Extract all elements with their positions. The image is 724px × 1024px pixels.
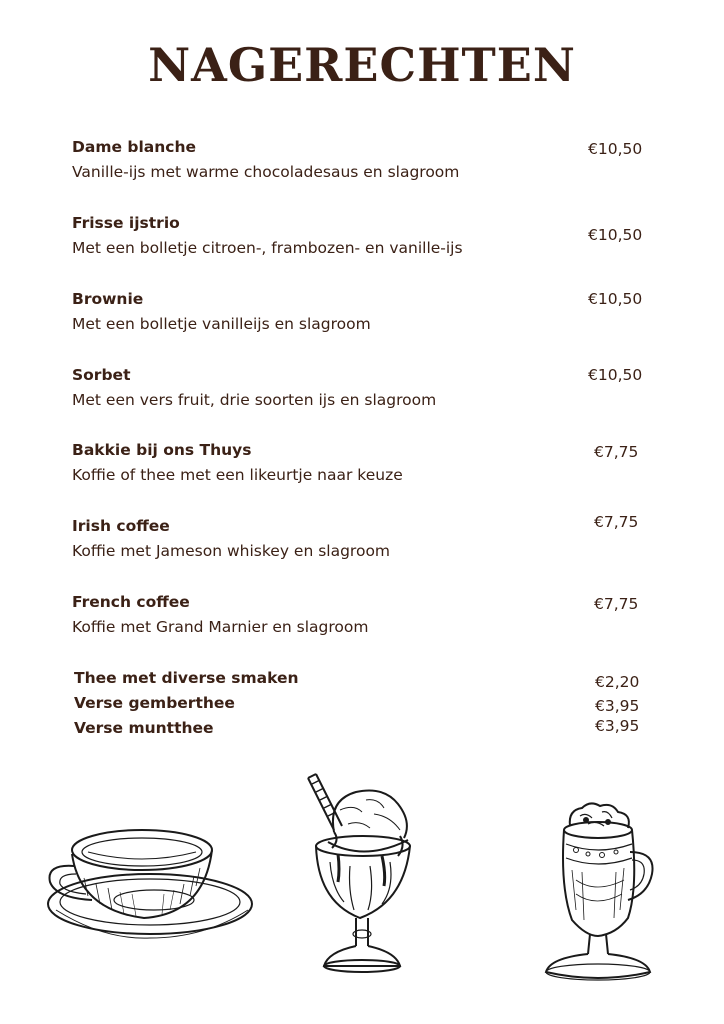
item-description: Koffie met Grand Marnier en slagroom [72, 618, 369, 636]
item-description: Met een bolletje citroen-, frambozen- en vanille-ijs [72, 239, 463, 257]
item-description: Met een bolletje vanilleijs en slagroom [72, 315, 371, 333]
item-description: Koffie met Jameson whiskey en slagroom [72, 542, 391, 560]
item-name: Bakkie bij ons Thuys [72, 441, 252, 459]
item-name: Frisse ijstrio [72, 214, 180, 232]
item-name: Irish coffee [72, 517, 170, 535]
item-price: €10,50 [588, 366, 643, 384]
tea-item-name: Verse gemberthee [74, 694, 235, 712]
tea-item-price: €3,95 [595, 697, 640, 715]
menu-item [72, 214, 652, 257]
item-description: Met een vers fruit, drie soorten ijs en slagroom [72, 391, 437, 409]
item-price: €7,75 [594, 513, 639, 531]
menu-item [72, 138, 652, 181]
item-description: Vanille-ijs met warme chocoladesaus en slagroom [72, 163, 460, 181]
menu-item [72, 441, 652, 484]
menu-item [72, 366, 652, 409]
teacup-icon [44, 818, 256, 948]
menu-item [72, 593, 652, 636]
irish-coffee-glass-icon [524, 798, 660, 984]
item-price: €7,75 [594, 595, 639, 613]
item-price: €7,75 [594, 443, 639, 461]
tea-item-price: €3,95 [595, 717, 640, 735]
tea-item-name: Verse muntthee [74, 719, 214, 737]
item-name: Dame blanche [72, 138, 197, 156]
ice-cream-sundae-icon [304, 770, 422, 976]
menu-item [72, 290, 652, 333]
item-name: French coffee [72, 593, 190, 611]
page-title: NAGERECHTEN [148, 38, 576, 92]
menu-item [72, 517, 652, 560]
item-name: Sorbet [72, 366, 131, 384]
tea-item-name: Thee met diverse smaken [74, 669, 299, 687]
item-price: €10,50 [588, 226, 643, 244]
item-description: Koffie of thee met een likeurtje naar keuze [72, 466, 403, 484]
tea-item-price: €2,20 [595, 673, 640, 691]
item-price: €10,50 [588, 290, 643, 308]
item-price: €10,50 [588, 140, 643, 158]
item-name: Brownie [72, 290, 144, 308]
